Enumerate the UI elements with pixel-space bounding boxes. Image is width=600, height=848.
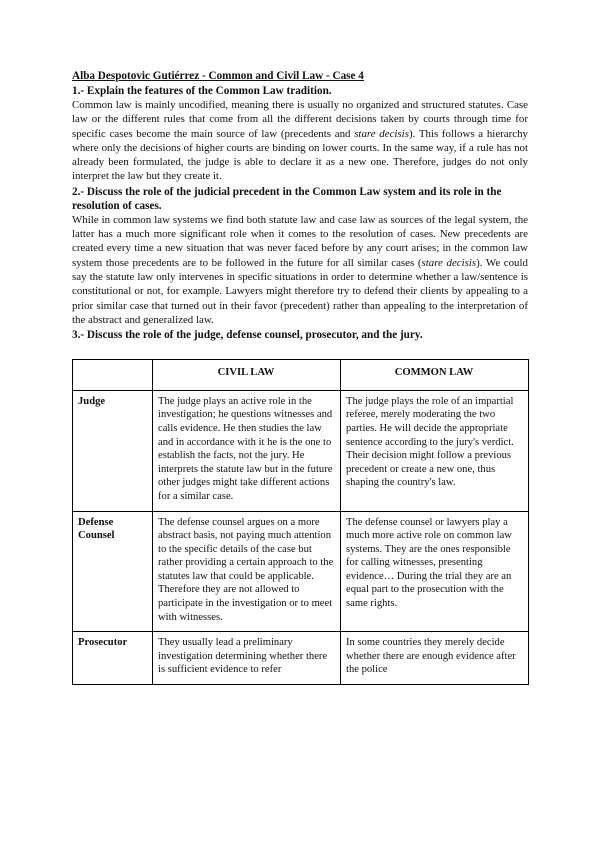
- answer-1-text-a: Common law is mainly uncodified, meaning there is usually no organized and structured statutes. Case law or the different rules that come from all the different decisions taken by courts through time for specific cases become the main source of law (precedents and: [72, 99, 528, 140]
- question-1-answer: [72, 98, 528, 184]
- prosecutor-common-cell: In some countries they merely decide whether there are enough evidence after the police: [341, 632, 529, 685]
- judge-civil-cell: The judge plays an active role in the investigation; he questions witnesses and calls evidence. He then studies the law and in accordance with it he is the one to establish the facts, not the jury. He interprets the statute law but in the future other judges might take different actions for a similar case.: [153, 390, 341, 511]
- table-header-row: [73, 360, 529, 391]
- document-header: Alba Despotovic Gutiérrez - Common and Civil Law - Case 4: [72, 70, 364, 82]
- judge-common-cell: The judge plays the role of an impartial referee, merely moderating the two parties. He will decide the appropriate sentence according to the jury's verdict. Their decision might follow a previous precedent or create a new one, thus shaping the country's law.: [341, 390, 529, 511]
- row-label-judge: Judge: [73, 390, 153, 511]
- row-label-defense-counsel: Defense Counsel: [73, 511, 153, 632]
- defense-common-cell: The defense counsel or lawyers play a much more active role on common law systems. They are the ones responsible for calling witnesses, presenting evidence… During the trial they are an equal part to the prosecution with the same rights.: [341, 511, 529, 632]
- roles-comparison-table: [72, 359, 529, 685]
- table-row: [73, 632, 529, 685]
- answer-2-text-b: ). We could say the statute law only intervenes in specific situations in order to determine whether a law/sentence is constitutional or not, for example. Lawyers might therefore try to defend their clients by appealing to a prior similar case that turned out in their favor (precedent) rather than appealing to the interpretation of the abstract and generalized law.: [72, 256, 528, 326]
- question-1-title: 1.- Explain the features of the Common Law tradition.: [72, 85, 332, 97]
- question-3-title: 3.- Discuss the role of the judge, defense counsel, prosecutor, and the jury.: [72, 329, 423, 342]
- defense-civil-cell: The defense counsel argues on a more abstract basis, not paying much attention to the specific details of the case but rather providing a certain approach to the statutes law that could be applicable. Therefore they are not allowed to participate in the investigation or to meet with witnesses.: [153, 511, 341, 632]
- header-empty-cell: [73, 360, 153, 391]
- header-civil-law: CIVIL LAW: [153, 360, 341, 391]
- answer-2-text-a: While in common law systems we find both statute law and case law as sources of the legal system, the latter has a much more significant role when it comes to the resolution of cases. New precedents are created every time a new situation that was never faced before by any court arises; in the common law system those precedents are to be followed in the future for all similar cases (: [72, 213, 528, 269]
- answer-1-term: stare decisis: [354, 127, 409, 140]
- answer-2-term: stare decisis: [421, 256, 477, 269]
- header-common-law: COMMON LAW: [341, 360, 529, 391]
- answer-1-text-b: ). This follows a hierarchy where only the decisions of higher courts are binding on lower courts. In the same way, if a rule has not already been formulated, the judge is able to declare it as a new one. Therefore, judges do not only interpret the law but they create it.: [72, 127, 528, 183]
- question-2-answer: [72, 213, 528, 327]
- row-label-prosecutor: Prosecutor: [73, 632, 153, 685]
- question-2-title: 2.- Discuss the role of the judicial precedent in the Common Law system and its role in the resolution of cases.: [72, 185, 502, 212]
- prosecutor-civil-cell: They usually lead a preliminary investigation determining whether there is sufficient evidence to refer: [153, 632, 341, 685]
- table-row: [73, 511, 529, 632]
- table-row: [73, 390, 529, 511]
